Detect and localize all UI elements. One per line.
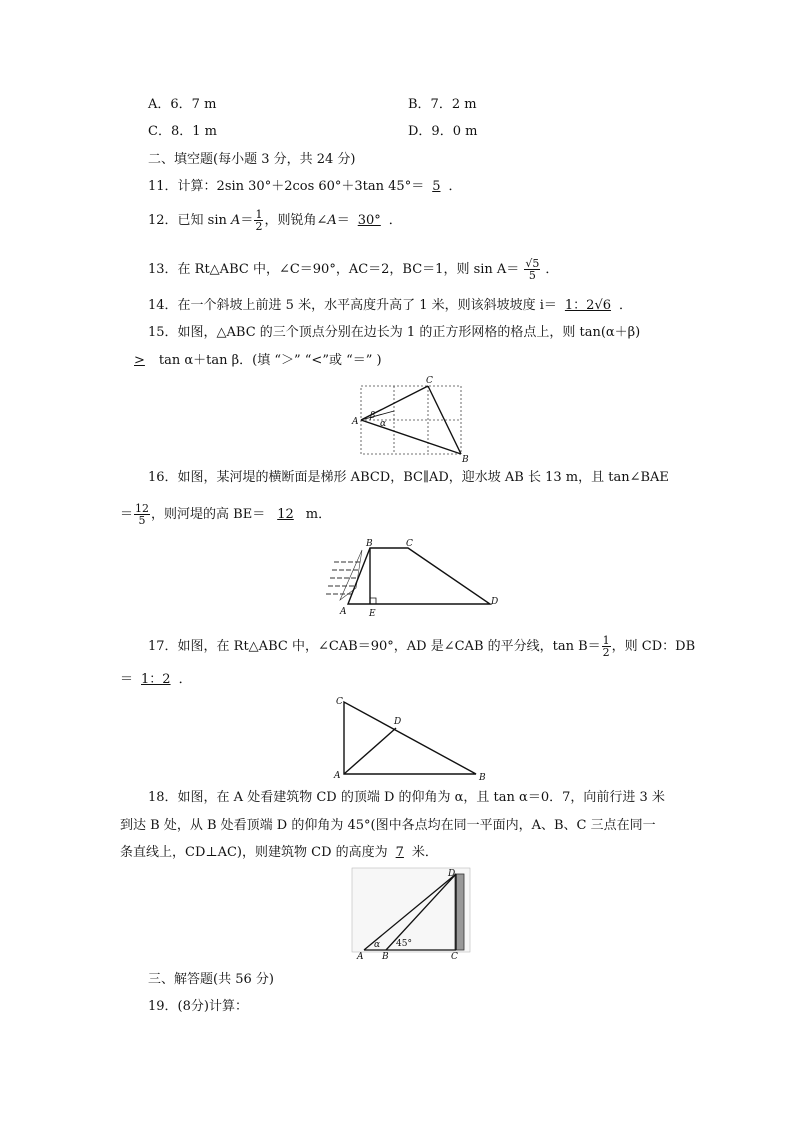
question-15-line2 <box>120 352 382 370</box>
option-b: B．7．2 m <box>408 97 477 112</box>
q16-den: 5 <box>138 514 146 527</box>
q16-num: 12 <box>135 502 150 515</box>
q12-den: 2 <box>255 220 263 233</box>
q12-var: A <box>231 213 241 228</box>
q15-line2-text: tan α＋tan β．(填 “＞” “<”或 “＝” ) <box>158 353 382 368</box>
q14-text: 14．在一个斜坡上前进 5 米，水平高度升高了 1 米，则该斜坡坡度 i＝ <box>148 298 557 313</box>
fig17-label-d: D <box>394 717 402 727</box>
question-19: 19．(8分)计算： <box>148 999 248 1014</box>
figure-15-grid-triangle <box>340 374 480 464</box>
q17-fraction <box>602 635 611 658</box>
q12-pre: 12．已知 sin <box>148 213 227 228</box>
question-14 <box>148 297 632 315</box>
fig18-label-d: D <box>448 869 456 879</box>
q16-fraction <box>134 503 150 526</box>
fig17-label-c: C <box>336 697 343 707</box>
question-17-line1 <box>148 635 695 658</box>
option-c: C．8．1 m <box>148 124 217 139</box>
fig16-label-e: E <box>369 609 376 619</box>
fig17-label-a: A <box>334 771 341 781</box>
question-18-line2: 到达 B 处，从 B 处看顶端 D 的仰角为 45°(图中各点均在同一平面内，A、B、C 三点在同一 <box>120 818 656 833</box>
q16-eq: ＝ <box>120 507 134 522</box>
figure-17-right-triangle <box>330 694 490 784</box>
question-16-line1: 16．如图，某河堤的横断面是梯形 ABCD，BC∥AD，迎水坡 AB 长 13 m，且 tan∠BAE <box>148 470 669 485</box>
q18-answer: 7 <box>395 845 404 860</box>
fig15-label-a: A <box>352 417 359 427</box>
q18-line3: 条直线上，CD⊥AC)，则建筑物 CD 的高度为 <box>120 845 388 860</box>
q17-end: ． <box>178 672 192 687</box>
option-a: A．6．7 m <box>148 97 217 112</box>
q18-end: 米． <box>411 845 438 860</box>
q17-line1: 17．如图，在 Rt△ABC 中，∠CAB＝90°，AD 是∠CAB 的平分线，tan B＝ <box>148 639 601 654</box>
q16-answer: 12 <box>277 507 294 522</box>
q12-mid: ，则锐角∠ <box>264 213 328 228</box>
fig16-label-b: B <box>366 539 373 549</box>
figure-18-building <box>352 866 472 960</box>
question-17-line2 <box>120 671 192 689</box>
question-13 <box>148 258 558 281</box>
option-d: D．9．0 m <box>408 124 478 139</box>
fig16-trapezoid-shape <box>348 548 490 604</box>
question-15-line1: 15．如图，△ABC 的三个顶点分别在边长为 1 的正方形网格的格点上，则 tan(α＋β) <box>148 325 641 340</box>
q12-num: 1 <box>255 208 263 221</box>
q13-fraction <box>524 258 540 281</box>
q15-answer: > <box>134 353 145 368</box>
question-16-line2 <box>120 503 331 526</box>
q14-answer: 1：2√6 <box>564 298 612 313</box>
question-12 <box>148 209 402 232</box>
q17-line1b: ，则 CD：DB <box>611 639 696 654</box>
fig18-label-45: 45° <box>396 939 412 949</box>
q13-end: ． <box>545 262 559 277</box>
fig16-label-d: D <box>491 597 499 607</box>
fig15-label-b: B <box>462 455 469 465</box>
q12-eq2: ＝ <box>336 213 350 228</box>
q12-fraction <box>254 209 263 232</box>
q12-eq: ＝ <box>240 213 254 228</box>
q17-eq: ＝ <box>120 672 134 687</box>
fig15-label-alpha: α <box>380 419 387 429</box>
q13-den: 5 <box>528 269 536 282</box>
section3-title: 三、解答题(共 56 分) <box>148 972 274 987</box>
q16-end: m． <box>305 507 332 522</box>
q11-end: ． <box>448 179 462 194</box>
fig18-label-c: C <box>451 952 458 962</box>
fig18-label-b: B <box>382 952 389 962</box>
question-11 <box>148 178 462 196</box>
q14-end: ． <box>619 298 633 313</box>
q11-text: 11．计算：2sin 30°＋2cos 60°＋3tan 45°＝ <box>148 179 425 194</box>
section2-title: 二、填空题(每小题 3 分，共 24 分) <box>148 152 356 167</box>
q17-num: 1 <box>602 634 610 647</box>
fig16-label-a: A <box>340 607 347 617</box>
fig18-label-alpha: α <box>374 940 381 950</box>
fig15-grid <box>361 386 461 454</box>
fig18-label-a: A <box>357 952 364 962</box>
question-18-line3 <box>120 844 438 862</box>
q12-end: ． <box>388 213 402 228</box>
fig17-triangle <box>344 702 476 774</box>
q17-answer: 1：2 <box>141 672 171 687</box>
q11-answer: 5 <box>432 179 441 194</box>
fig15-label-beta: β <box>370 411 376 421</box>
fig17-label-b: B <box>479 773 486 783</box>
figure-16-trapezoid <box>322 538 502 620</box>
fig15-label-c: C <box>426 376 433 386</box>
q13-pre: 13．在 Rt△ABC 中，∠C＝90°，AC＝2，BC＝1，则 sin A＝ <box>148 262 520 277</box>
q12-answer: 30° <box>357 213 381 228</box>
q17-den: 2 <box>602 646 610 659</box>
q12-var2: A <box>327 213 337 228</box>
q16-mid: ，则河堤的高 BE＝ <box>151 507 266 522</box>
q13-num: √5 <box>525 257 540 270</box>
fig16-label-c: C <box>406 539 413 549</box>
question-18-line1: 18．如图，在 A 处看建筑物 CD 的顶端 D 的仰角为 α，且 tan α＝0．7，向前行进 3 米 <box>148 790 665 805</box>
